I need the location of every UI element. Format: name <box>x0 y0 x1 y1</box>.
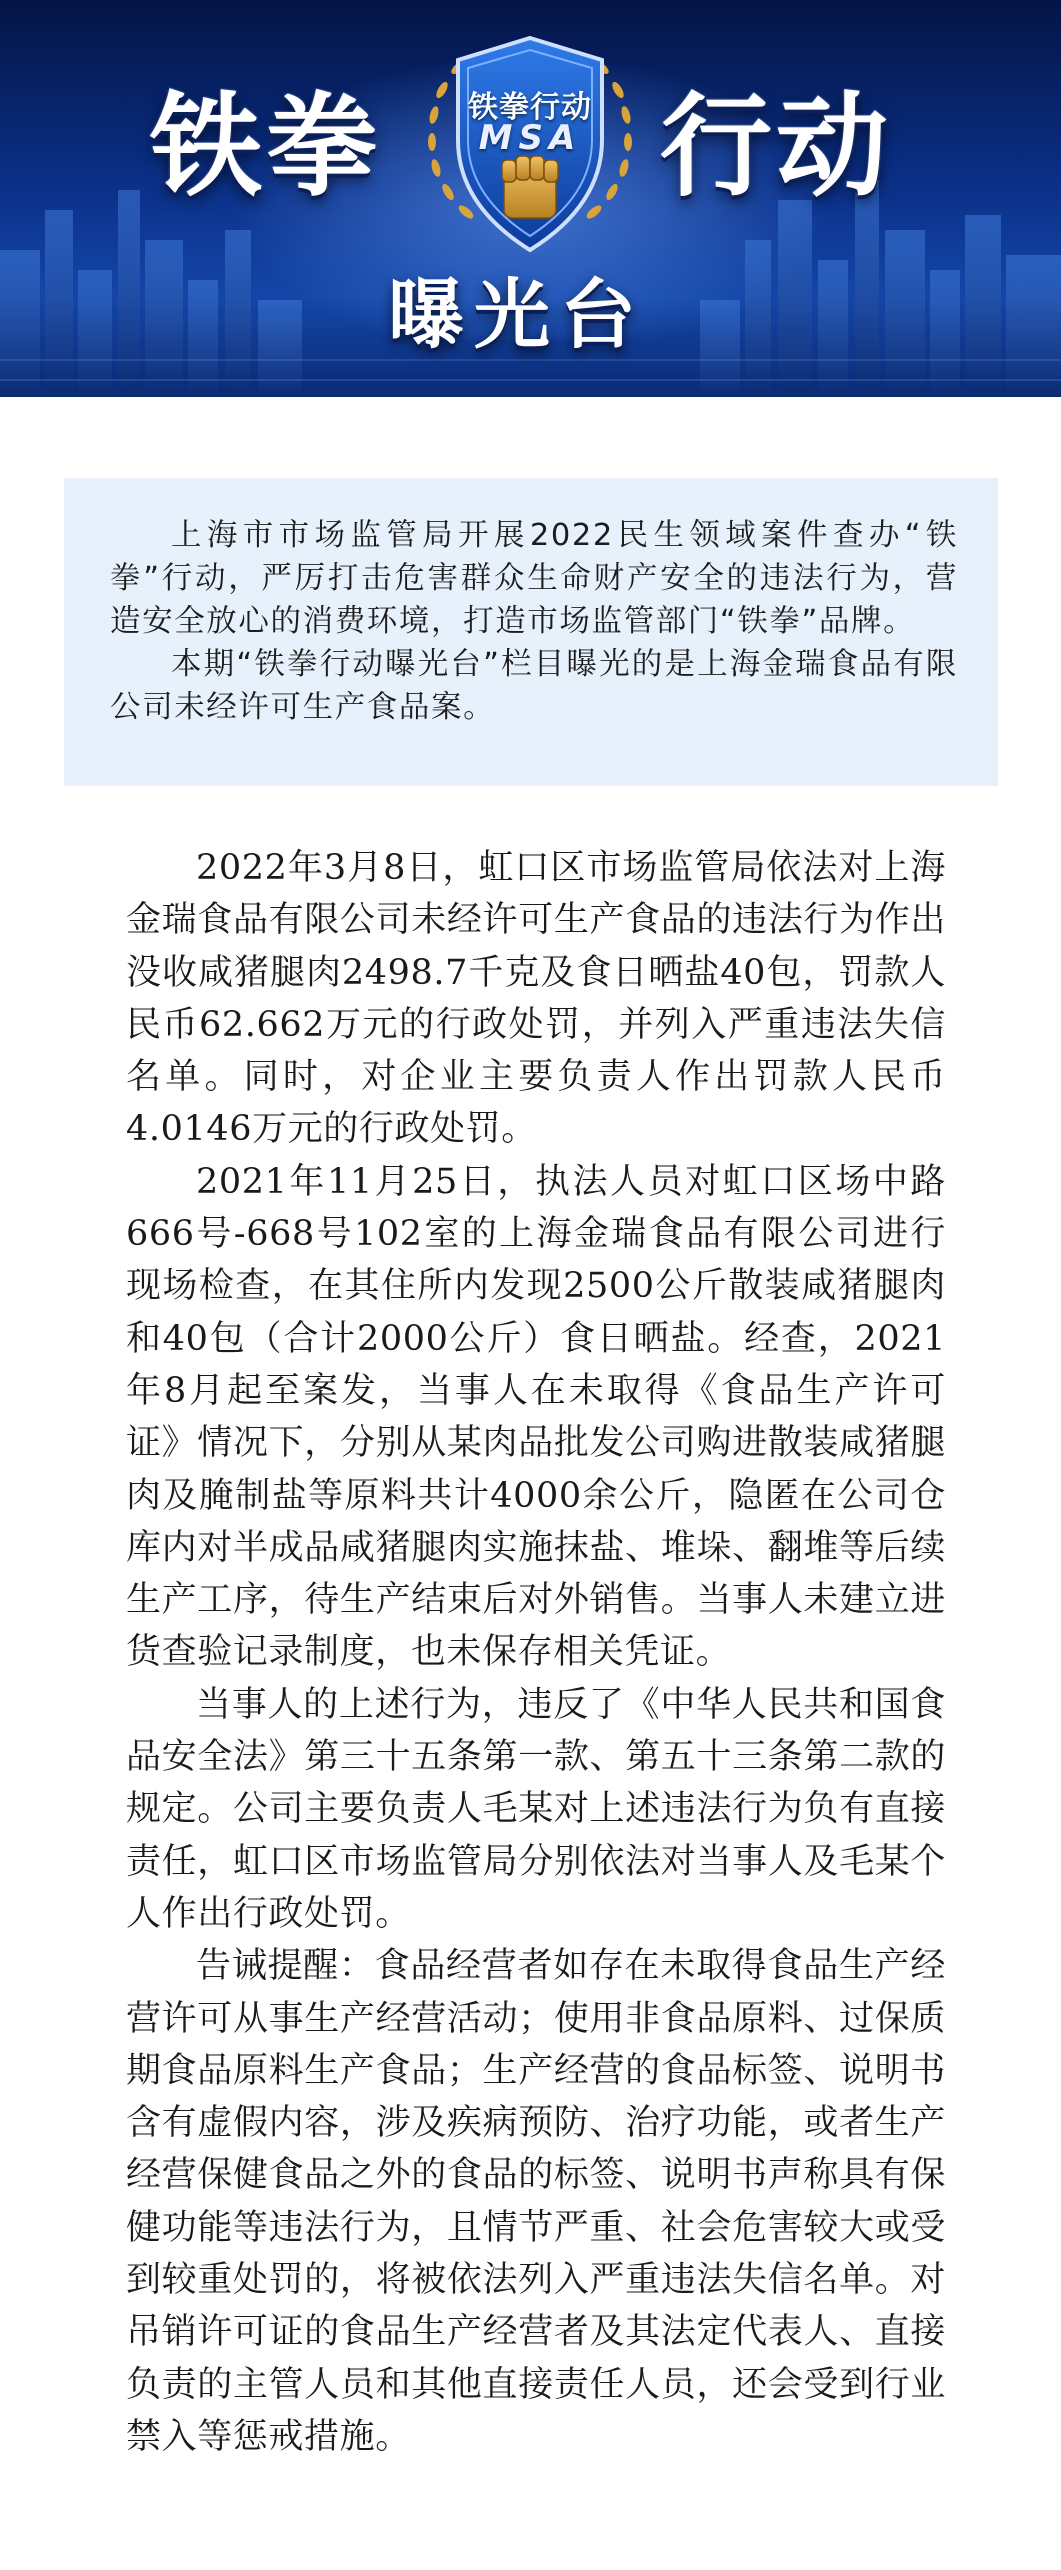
banner-subtitle: 曝光台 <box>388 270 646 359</box>
intro-box <box>64 478 998 786</box>
intro-paragraph: 本期“铁拳行动曝光台”栏目曝光的是上海金瑞食品有限公司未经许可生产食品案。 <box>110 647 958 725</box>
emblem-label: 铁拳行动 <box>468 90 592 125</box>
emblem-abbr: MSA <box>478 118 582 158</box>
intro-paragraph: 上海市市场监管局开展2022民生领域案件查办“铁拳”行动，严厉打击危害群众生命财产安全的违法行为，营造安全放心的消费环境，打造市场监管部门“铁拳”品牌。 <box>110 518 958 639</box>
banner-title-left: 铁拳 <box>150 82 382 212</box>
article-paragraph: 2022年3月8日，虹口区市场监管局依法对上海金瑞食品有限公司未经许可生产食品的违法行为作出没收咸猪腿肉2498.7千克及食日晒盐40包，罚款人民币62.662万元的行政处罚，并列入严重违法失信名单。同时，对企业主要负责人作出罚款人民币4.0146万元的行政处罚。 <box>126 848 946 1150</box>
article-paragraph: 当事人的上述行为，违反了《中华人民共和国食品安全法》第三十五条第一款、第五十三条第二款的规定。公司主要负责人毛某对上述违法行为负有直接责任，虹口区市场监管局分别依法对当事人及毛某个人作出行政处罚。 <box>126 1684 946 1934</box>
shield-emblem <box>412 20 648 260</box>
banner-title-right: 行动 <box>660 82 892 212</box>
article-body <box>126 842 946 2463</box>
article-paragraph: 告诫提醒：食品经营者如存在未取得食品生产经营许可从事生产经营活动；使用非食品原料、过保质期食品原料生产食品；生产经营的食品标签、说明书含有虚假内容，涉及疾病预防、治疗功能，或者生产经营保健食品之外的食品的标签、说明书声称具有保健功能等违法行为，且情节严重、社会危害较大或受到较重处罚的，将被依法列入严重违法失信名单。对吊销许可证的食品生产经营者及其法定代表人、直接负责的主管人员和其他直接责任人员，还会受到行业禁入等惩戒措施。 <box>126 1946 946 2457</box>
header-banner <box>0 0 1061 397</box>
article-paragraph: 2021年11月25日，执法人员对虹口区场中路666号-668号102室的上海金瑞食品有限公司进行现场检查，在其住所内发现2500公斤散装咸猪腿肉和40包（合计2000公斤）食日晒盐。经查，2021年8月起至案发，当事人在未取得《食品生产许可证》情况下，分别从某肉品批发公司购进散装咸猪腿肉及腌制盐等原料共计4000余公斤，隐匿在公司仓库内对半成品咸猪腿肉实施抹盐、堆垛、翻堆等后续生产工序，待生产结束后对外销售。当事人未建立进货查验记录制度，也未保存相关凭证。 <box>126 1161 946 1673</box>
